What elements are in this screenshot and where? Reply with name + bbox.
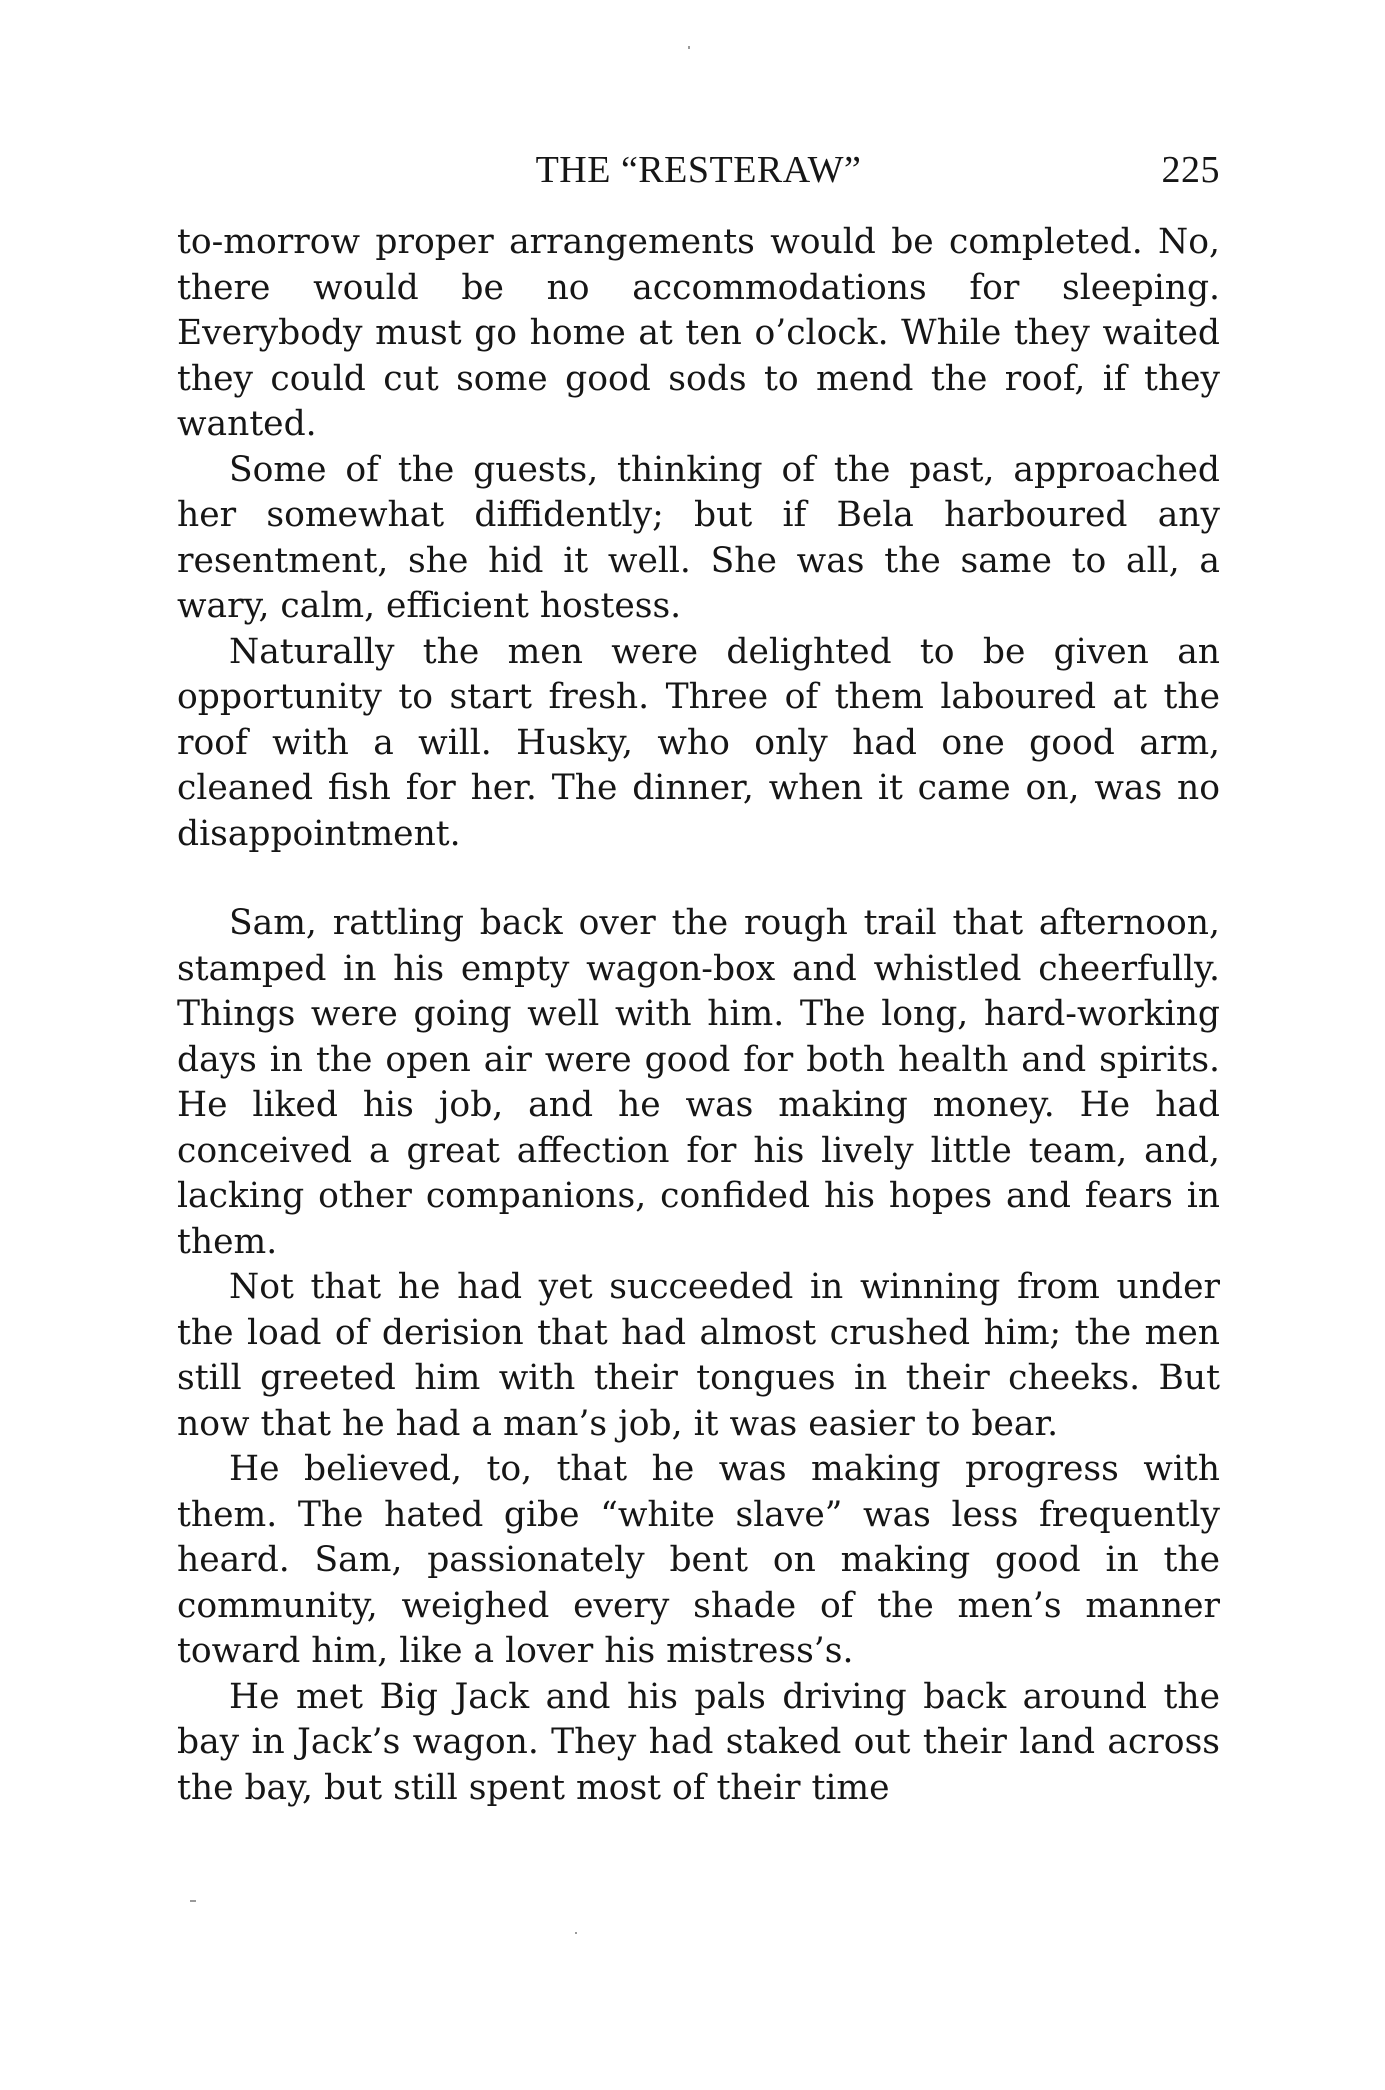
paragraph: Some of the guests, thinking of the past, approached her somewhat diffidently; but if Bela harboured any resentment, she hid it well. She was the same to all, a wary, calm, efficient hostess. — [177, 449, 1220, 626]
paragraph: He believed, to, that he was making progress with them. The hated gibe “white slave” was less frequently heard. Sam, passionately bent on making good in the community, weighed every shade of the men’s manner toward him, like a lover his mistress’s. — [177, 1449, 1220, 1671]
running-head — [177, 148, 1220, 204]
paragraph: Naturally the men were delighted to be given an opportunity to start fresh. Three of them laboured at the roof with a will. Husky, who only had one good arm, cleaned fish for her. The dinner, when it came on, was no disappointment. — [177, 631, 1220, 854]
scan-speck — [688, 46, 690, 49]
scan-speck — [190, 1900, 196, 1902]
paragraph: Sam, rattling back over the rough trail that afternoon, stamped in his empty wagon-box and whistled cheerfully. Things were going well with him. The long, hard-working days in the open air were good for both health and spirits. He liked his job, and he was making money. He had conceived a great affection for his lively little team, and, lacking other companions, confided his hopes and fears in them. — [177, 903, 1220, 1262]
paragraph: He met Big Jack and his pals driving back around the bay in Jack’s wagon. They had staked out their land across the bay, but still spent most of their time — [177, 1676, 1220, 1808]
body-text — [177, 220, 1220, 1811]
paragraph: Not that he had yet succeeded in winning from under the load of derision that had almost crushed him; the men still greeted him with their tongues in their cheeks. But now that he had a man’s job, it was easier to bear. — [177, 1267, 1220, 1444]
paragraph: to-morrow proper arrangements would be completed. No, there would be no accommodations for sleeping. Everybody must go home at ten o’clock. While they waited they could cut some good sods to mend the roof, if they wanted. — [177, 222, 1220, 444]
page-number: 225 — [1161, 149, 1220, 191]
chapter-title: THE “RESTERAW” — [535, 149, 862, 191]
scan-speck — [575, 1932, 577, 1934]
